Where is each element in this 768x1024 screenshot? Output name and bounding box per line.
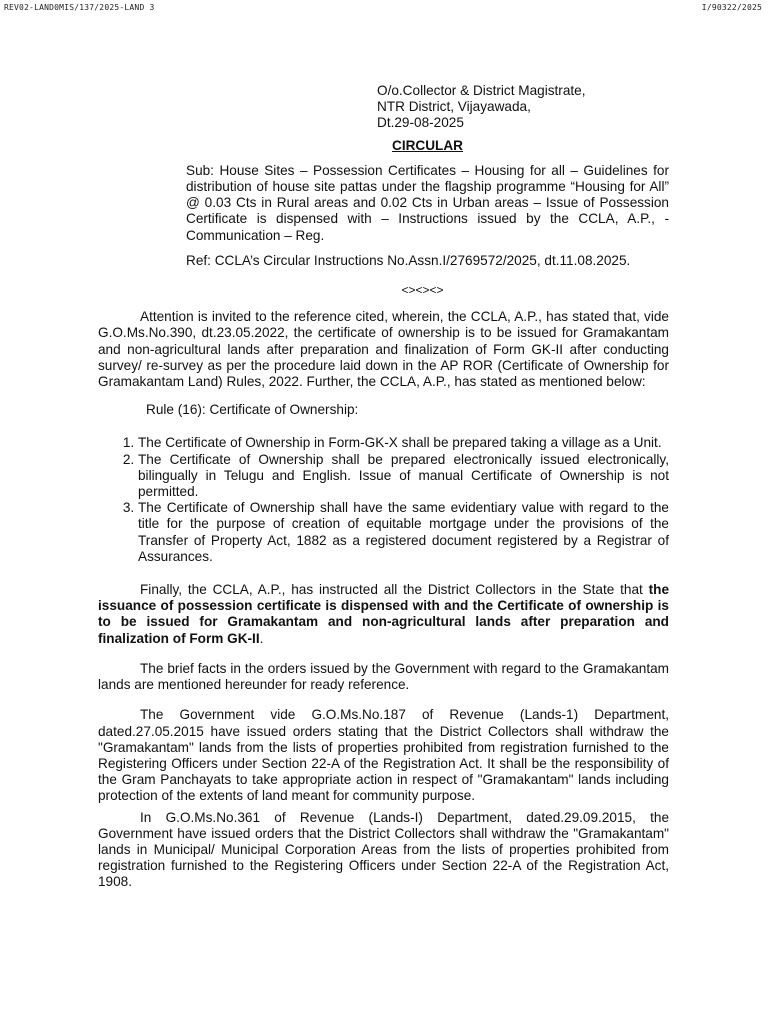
separator: <><><>: [401, 283, 444, 298]
paragraph-4: The Government vide G.O.Ms.No.187 of Revenue (Lands-1) Department, dated.27.05.2015 have issued orders stating that the District Collectors shall withdraw the "Gramakantam" lands from the lists of properties prohibited from registration furnished to the Registering Officers under Section 22-A of the Registration Act. It shall be the responsibility of the Gram Panchayats to take appropriate action in respect of "Gramakantam" lands including protection of the extents of land meant for community purpose.: [98, 707, 669, 804]
paragraph-2-end: .: [259, 630, 264, 646]
paragraph-2-intro: Finally, the CCLA, A.P., has instructed all the District Collectors in the State that: [140, 582, 649, 598]
paragraph-3: The brief facts in the orders issued by the Government with regard to the Gramakantam lands are mentioned hereunder for ready reference.: [98, 660, 669, 693]
document-body: [98, 83, 669, 891]
rule-item-2: 2. The Certificate of Ownership shall be prepared electronically issued electronically, bilingually in Telugu and English. Issue of manual Certificate of Ownership is not permitted.: [138, 452, 669, 501]
address-line-1: O/o.Collector & District Magistrate,: [377, 83, 586, 98]
paragraph-2-emphasis: the issuance of possession certificate is dispensed with and the Certificate of ownership is to be issued for Gramakantam and non-agricultural lands after preparation and finalization of Form GK-II: [98, 582, 669, 646]
address-line-2: NTR District, Vijayawada,: [377, 99, 531, 115]
rule-item-1: 1. The Certificate of Ownership in Form-GK-X shall be prepared taking a village as a Unit.: [138, 435, 669, 451]
paragraph-2: [98, 582, 669, 647]
paragraph-1: Attention is invited to the reference cited, wherein, the CCLA, A.P., has stated that, vide G.O.Ms.No.390, dt.23.05.2022, the certificate of ownership is to be issued for Gramakantam and non-agricultural lands after preparation and finalization of Form GK-II after conducting survey/ re-survey as per the procedure laid down in the AP ROR (Certificate of Ownership for Gramakantam Land) Rules, 2022. Further, the CCLA, A.P., has stated as mentioned below:: [98, 309, 669, 390]
paragraph-5: In G.O.Ms.No.361 of Revenue (Lands-I) Department, dated.29.09.2015, the Government have issued orders that the District Collectors shall withdraw the "Gramakantam" lands in Municipal/ Municipal Corporation Areas from the lists of properties prohibited from registration furnished to the Registering Officers under Section 22-A of the Registration Act, 1908.: [98, 809, 669, 890]
rule-heading: Rule (16): Certificate of Ownership:: [146, 402, 359, 418]
file-number-header: REV02-LAND0MIS/137/2025-LAND 3: [4, 3, 155, 12]
rule-item-3: 3. The Certificate of Ownership shall have the same evidentiary value with regard to the title for the purpose of creation of equitable mortgage under the provisions of the Transfer of Property Act, 1882 as a registered document registered by a Registrar of Assurances.: [138, 500, 669, 565]
reference-text: Ref: CCLA’s Circular Instructions No.Assn.I/2769572/2025, dt.11.08.2025.: [186, 252, 631, 268]
rules-list: [98, 435, 669, 565]
date-line: Dt.29-08-2025: [377, 115, 464, 131]
sender-address: [377, 83, 669, 132]
document-number-header: I/90322/2025: [701, 3, 762, 12]
subject-text: Sub: House Sites – Possession Certificates – Housing for all – Guidelines for distribution of house site pattas under the flagship programme “Housing for All” @ 0.03 Cts in Rural areas and 0.02 Cts in Urban areas – Issue of Possession Certificate is dispensed with – Instructions issued by the CCLA, A.P., - Communication – Reg.: [186, 162, 669, 243]
document-title: CIRCULAR: [392, 137, 463, 153]
